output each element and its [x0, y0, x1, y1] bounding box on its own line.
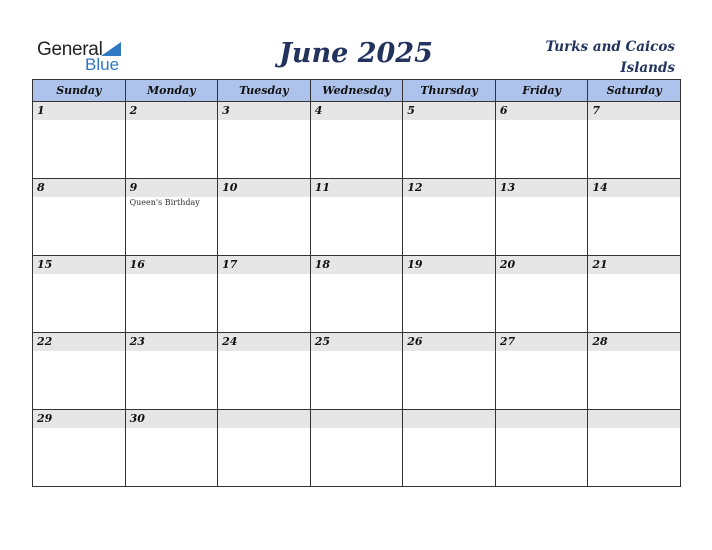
day-cell [495, 333, 588, 410]
day-number: 16 [126, 256, 218, 274]
weekday-thursday: Thursday [403, 80, 496, 102]
day-cell [310, 333, 403, 410]
holiday-label [218, 351, 310, 352]
logo-blue-text: Blue [85, 55, 120, 74]
day-cell [218, 179, 311, 256]
day-cell [403, 102, 496, 179]
day-cell [588, 256, 681, 333]
holiday-label [33, 120, 125, 121]
holiday-label [403, 428, 495, 429]
day-number: 5 [403, 102, 495, 120]
holiday-label [126, 428, 218, 429]
holiday-label [588, 274, 680, 275]
day-number [218, 410, 310, 428]
day-number: 10 [218, 179, 310, 197]
holiday-label [588, 428, 680, 429]
day-cell [218, 410, 311, 487]
holiday-label [218, 428, 310, 429]
day-number: 1 [33, 102, 125, 120]
holiday-label [311, 120, 403, 121]
day-cell [588, 102, 681, 179]
holiday-label [33, 274, 125, 275]
day-number: 22 [33, 333, 125, 351]
holiday-label [311, 274, 403, 275]
day-number: 21 [588, 256, 680, 274]
holiday-label [403, 274, 495, 275]
day-number [403, 410, 495, 428]
day-cell [588, 333, 681, 410]
holiday-label: Queen's Birthday [129, 198, 200, 207]
day-cell [310, 256, 403, 333]
weekday-saturday: Saturday [588, 80, 681, 102]
day-number: 25 [311, 333, 403, 351]
day-cell [403, 333, 496, 410]
day-number: 19 [403, 256, 495, 274]
day-cell [125, 333, 218, 410]
day-cell [495, 102, 588, 179]
week-row [33, 256, 681, 333]
day-number: 14 [588, 179, 680, 197]
day-cell [495, 410, 588, 487]
day-cell [588, 179, 681, 256]
holiday-label [33, 351, 125, 352]
day-number: 28 [588, 333, 680, 351]
calendar-title: June 2025 [279, 38, 433, 69]
day-number: 24 [218, 333, 310, 351]
day-number: 7 [588, 102, 680, 120]
holiday-label [218, 274, 310, 275]
weekday-monday: Monday [125, 80, 218, 102]
holiday-label [311, 197, 403, 198]
day-cell [495, 179, 588, 256]
day-number: 6 [496, 102, 588, 120]
holiday-label [33, 428, 125, 429]
holiday-label [588, 197, 680, 198]
day-cell [33, 102, 126, 179]
day-number: 3 [218, 102, 310, 120]
holiday-label [403, 197, 495, 198]
logo-general-text: General [37, 39, 103, 60]
day-number: 29 [33, 410, 125, 428]
weekday-wednesday: Wednesday [310, 80, 403, 102]
day-number: 8 [33, 179, 125, 197]
holiday-label [311, 428, 403, 429]
day-cell [495, 256, 588, 333]
holiday-label [496, 428, 588, 429]
day-cell [403, 179, 496, 256]
day-cell [403, 410, 496, 487]
day-number: 20 [496, 256, 588, 274]
holiday-label [588, 120, 680, 121]
day-cell [310, 179, 403, 256]
weekday-tuesday: Tuesday [218, 80, 311, 102]
day-number: 4 [311, 102, 403, 120]
holiday-label [496, 351, 588, 352]
day-cell [125, 256, 218, 333]
week-row [33, 102, 681, 179]
day-number [311, 410, 403, 428]
day-number: 2 [126, 102, 218, 120]
week-row [33, 410, 681, 487]
day-cell [33, 256, 126, 333]
day-number: 23 [126, 333, 218, 351]
day-number: 27 [496, 333, 588, 351]
day-number [588, 410, 680, 428]
weekday-friday: Friday [495, 80, 588, 102]
holiday-label [403, 120, 495, 121]
day-cell [310, 102, 403, 179]
holiday-label [33, 197, 125, 198]
holiday-label [496, 197, 588, 198]
calendar-grid [32, 79, 681, 487]
day-number: 15 [33, 256, 125, 274]
holiday-label [126, 120, 218, 121]
holiday-label [588, 351, 680, 352]
day-number: 12 [403, 179, 495, 197]
holiday-label [496, 120, 588, 121]
day-number [496, 410, 588, 428]
calendar-body [33, 102, 681, 487]
day-number: 30 [126, 410, 218, 428]
holiday-label [126, 351, 218, 352]
holiday-label [403, 351, 495, 352]
day-cell [588, 410, 681, 487]
day-cell [125, 410, 218, 487]
week-row [33, 179, 681, 256]
day-cell [125, 102, 218, 179]
day-number: 13 [496, 179, 588, 197]
day-number: 18 [311, 256, 403, 274]
day-number: 9 [126, 179, 218, 197]
day-number: 17 [218, 256, 310, 274]
day-number: 11 [311, 179, 403, 197]
day-cell [403, 256, 496, 333]
day-cell [218, 333, 311, 410]
day-number: 26 [403, 333, 495, 351]
day-cell [310, 410, 403, 487]
holiday-label [126, 274, 218, 275]
day-cell [33, 410, 126, 487]
holiday-label [218, 197, 310, 198]
country-name: Turks and Caicos Islands [545, 39, 675, 76]
weekday-header-row [33, 80, 681, 102]
day-cell [125, 179, 218, 256]
day-cell [218, 102, 311, 179]
day-cell [33, 179, 126, 256]
day-cell [218, 256, 311, 333]
weekday-sunday: Sunday [33, 80, 126, 102]
day-cell [33, 333, 126, 410]
holiday-label [496, 274, 588, 275]
holiday-label [218, 120, 310, 121]
holiday-label [311, 351, 403, 352]
week-row [33, 333, 681, 410]
